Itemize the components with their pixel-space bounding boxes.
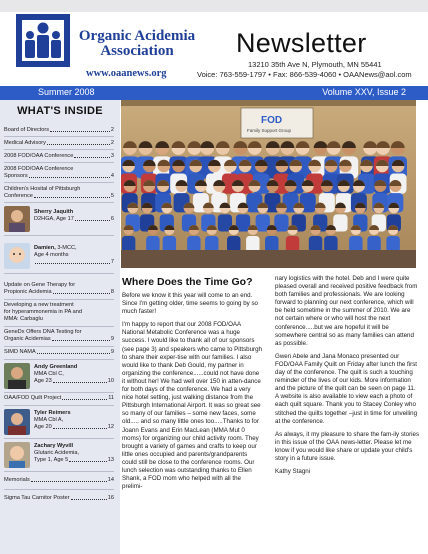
child-name: Zachary Wyvill bbox=[34, 442, 74, 449]
toc-page: 9 bbox=[110, 349, 114, 355]
toc-page: 7 bbox=[110, 259, 114, 265]
toc-label: MMA: Carbaglu bbox=[4, 316, 43, 322]
contact-info: Voice: 763-559-1797 • Fax: 866-539-4060 • OAANews@aol.com bbox=[197, 70, 412, 79]
toc-label: Type 1, Age 5 bbox=[34, 456, 69, 463]
child-detail: 3-MCC, bbox=[55, 245, 77, 251]
toc-page: 3 bbox=[110, 152, 114, 159]
toc-page: 10 bbox=[107, 377, 114, 384]
child-photo bbox=[4, 206, 30, 232]
child-photo bbox=[4, 363, 30, 389]
toc-page: 2 bbox=[110, 126, 114, 133]
toc-page: 14 bbox=[107, 476, 114, 483]
masthead bbox=[0, 0, 428, 85]
toc-page: 16 bbox=[107, 494, 114, 501]
article-paragraph: I'm happy to report that our 2008 FOD/OAA National Metabolic Conference was a huge success. I would like to thank all of our sponsors (see page 3) and speakers who came to Pittsburgh to share their exper-tise with our families. I also would like to thank Deb Gould, my partner in organizing the conference......could not have done it without her! We had well over 150 in atten-dance for both days of the conference. We had a very nice hotel setting, just walking distance from the Pittsburgh International Airport. It was so great see so many of our families – some new faces, some old..... and so many little ones too.....Thanks to for Joann Evans and Erin MacLean (MMA Mut 0 moms) for organizing our child activity room. They brought a variety of games and crafts to keep our little ones occupied and parents/grandparents could still be close to the conference rooms. Our lunch selection was outstanding thanks to Ellen Shank, a FOD mom who helped with all the prelimi- bbox=[122, 321, 262, 491]
toc-item[interactable] bbox=[4, 327, 114, 347]
toc-item[interactable] bbox=[4, 300, 114, 327]
child-detail: Age 4 months bbox=[34, 252, 69, 258]
toc-label: OAA/FOD Quilt Project bbox=[4, 395, 62, 401]
toc-item[interactable] bbox=[4, 472, 114, 490]
toc-item-zachary[interactable] bbox=[4, 439, 114, 472]
toc-page: 9 bbox=[110, 336, 114, 342]
child-name: Andy Greenland bbox=[34, 363, 78, 370]
toc-page: 13 bbox=[107, 456, 114, 463]
toc-label: SIMD NAMA bbox=[4, 349, 36, 355]
toc-item[interactable] bbox=[4, 183, 114, 203]
child-name: Damien, bbox=[34, 245, 56, 251]
toc-item[interactable] bbox=[4, 347, 114, 360]
toc-page: 8 bbox=[110, 289, 114, 295]
child-detail: MMA Cbl C, bbox=[34, 370, 64, 377]
child-photo bbox=[4, 243, 30, 269]
toc-page: 4 bbox=[110, 172, 114, 179]
article-column-2 bbox=[275, 275, 420, 481]
toc-label: Children's Hosital of Pittsburgh bbox=[4, 185, 81, 192]
article-paragraph: nary logistics with the hotel. Deb and I were quite pleased overall and received positive feedback from both families and professionals. We are looking forward to planning our next conference, which will be held sometime in the summer of 2010. We are not certain where or who will host the next conference.....but we are hopeful it will be somewhere central so as many families can attend as possible. bbox=[275, 275, 418, 347]
article-title: Where Does the Time Go? bbox=[122, 276, 253, 288]
toc-page: 12 bbox=[107, 423, 114, 430]
child-name: Sherry Jaquith bbox=[34, 209, 74, 215]
toc-label: Sigma Tau Carnitor Poster bbox=[4, 494, 70, 501]
issue-season: Summer 2008 bbox=[38, 87, 95, 97]
toc-label: Propionic Acidemia bbox=[4, 289, 52, 295]
toc-label: Age 20 bbox=[34, 423, 52, 430]
family-logo-icon bbox=[16, 11, 70, 67]
toc-label: Memorials bbox=[4, 476, 30, 483]
toc-label: Developing a new treatment bbox=[4, 302, 74, 308]
child-name: Tyler Reimers bbox=[34, 409, 71, 416]
toc-label: Update on Gene Therapy for bbox=[4, 282, 76, 288]
table-of-contents bbox=[4, 124, 114, 507]
article-paragraph: Gwen Abele and Jana Monaco presented our FOD/OAA Family Quilt on Friday after lunch the first day of the conference. The quilt is such a touching reminder of the lives of our kids. More information and the picture of the quilt can be seen on page 11. A website is also available to view each a photo of each quilt square. Thank you to Stacey Conley who stitched the quilts together –just in time for unveiling at the conference. bbox=[275, 352, 418, 425]
org-name-line1: Organic Acidemia bbox=[78, 28, 196, 44]
toc-page: 2 bbox=[110, 139, 114, 146]
org-name-line2: Association bbox=[100, 43, 174, 59]
toc-label: Board of Directors bbox=[4, 126, 50, 133]
toc-item[interactable] bbox=[4, 137, 114, 150]
article-paragraph: Before we know it this year will come to an end. Since I'm getting older, time seems to going by so much faster! bbox=[122, 292, 259, 316]
toc-item[interactable] bbox=[4, 124, 114, 137]
toc-label: Medical Advisory bbox=[4, 139, 46, 146]
child-detail: MMA Cbl A, bbox=[34, 416, 64, 423]
toc-item-sherry[interactable] bbox=[4, 203, 114, 236]
toc-label: D2HGA, Age 17 bbox=[34, 216, 74, 222]
article-paragraph: As always, it my pleasure to share the fam-ily stories in this issue of the OAA news-letter. Please let me know if you would like share or update your child's story in a future issue. bbox=[275, 430, 420, 462]
toc-item-andy[interactable] bbox=[4, 360, 114, 393]
group-photo-image bbox=[121, 100, 416, 268]
toc-label: Organic Acidemias bbox=[4, 336, 51, 342]
banner-sub: Family Support Group bbox=[247, 128, 292, 133]
banner-text: FOD bbox=[261, 115, 283, 126]
whats-inside-sidebar bbox=[0, 100, 120, 554]
conference-group-photo bbox=[121, 100, 416, 268]
child-photo bbox=[4, 442, 30, 468]
toc-label: Sponsors bbox=[4, 172, 28, 179]
signature: Kathy Stagni bbox=[275, 468, 311, 476]
toc-item[interactable] bbox=[4, 393, 114, 406]
toc-item[interactable] bbox=[4, 274, 114, 300]
toc-item[interactable] bbox=[4, 163, 114, 183]
toc-item[interactable] bbox=[4, 150, 114, 163]
toc-page: 11 bbox=[108, 395, 114, 401]
toc-label: for hyperammonemia in PA and bbox=[4, 309, 82, 315]
toc-label: 2008 FOD/OAA Conference bbox=[4, 152, 74, 159]
address: 13210 35th Ave N, Plymouth, MN 55441 bbox=[248, 60, 382, 69]
toc-label: 2008 FOD/OAA Conference bbox=[4, 165, 74, 172]
newsletter-title: Newsletter bbox=[236, 28, 367, 58]
website-link[interactable]: www.oaanews.org bbox=[86, 68, 167, 79]
sidebar-title: WHAT'S INSIDE bbox=[17, 105, 103, 117]
toc-item[interactable] bbox=[4, 490, 114, 507]
toc-label: Age 23 bbox=[34, 377, 52, 384]
toc-label: Conference bbox=[4, 192, 33, 199]
issue-band bbox=[0, 86, 428, 100]
toc-label: GeneDx Offers DNA Testing for bbox=[4, 329, 82, 335]
article-column-1 bbox=[122, 292, 262, 496]
toc-item-damien[interactable] bbox=[4, 236, 114, 274]
child-photo bbox=[4, 409, 30, 435]
toc-page: 5 bbox=[110, 192, 114, 199]
toc-page: 6 bbox=[110, 216, 114, 222]
org-name bbox=[77, 29, 197, 59]
issue-volume: Volume XXV, Issue 2 bbox=[322, 87, 406, 97]
child-detail: Glutaric Acidemia, bbox=[34, 449, 80, 456]
toc-item-tyler[interactable] bbox=[4, 406, 114, 439]
